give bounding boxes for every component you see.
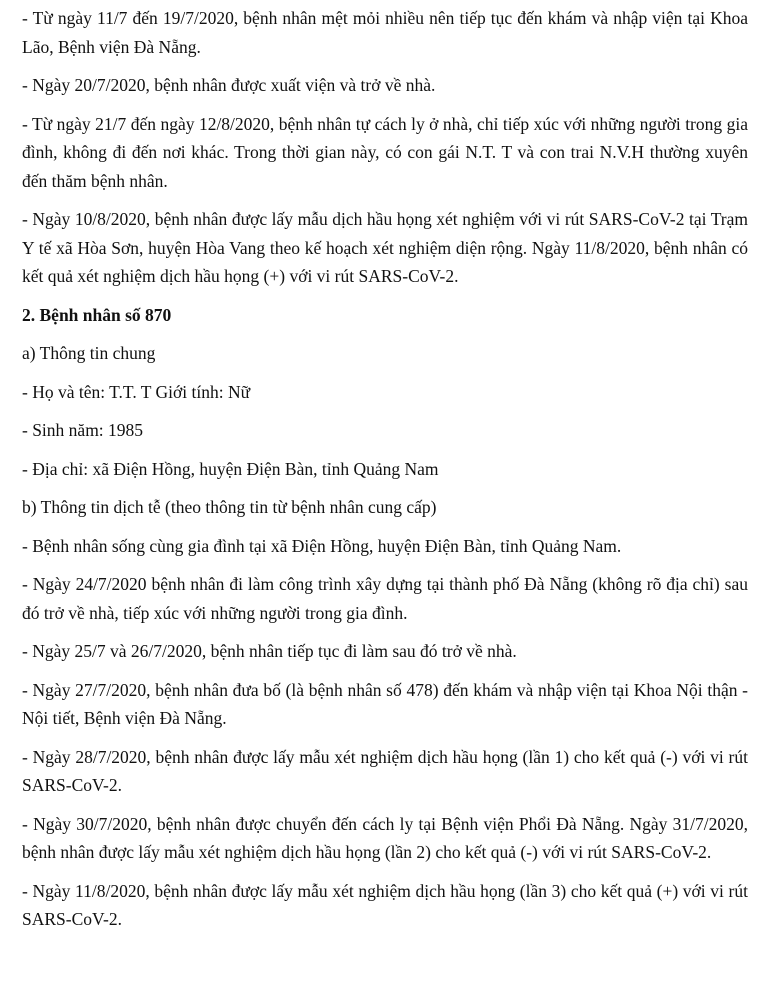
document-page — [22, 4, 748, 944]
epi-info-title: b) Thông tin dịch tễ (theo thông tin từ bệnh nhân cung cấp) — [22, 497, 437, 517]
paragraph-test-result: - Ngày 10/8/2020, bệnh nhân được lấy mẫu dịch hầu họng xét nghiệm với vi rút SARS-CoV-2 tại Trạm Y tế xã Hòa Sơn, huyện Hòa Vang theo kế hoạch xét nghiệm diện rộng. Ngày 11/8/2020, bệnh nhân có kết quả xét nghiệm dịch hầu họng (+) với vi rút SARS-CoV-2. — [22, 209, 748, 286]
epi-residence: - Bệnh nhân sống cùng gia đình tại xã Điện Hồng, huyện Điện Bàn, tỉnh Quảng Nam. — [22, 535, 622, 556]
epi-isolation-test-2: - Ngày 30/7/2020, bệnh nhân được chuyển đến cách ly tại Bệnh viện Phổi Đà Nẵng. Ngày 31/7/2020, bệnh nhân được lấy mẫu xét nghiệm dịch hầu họng (lần 2) cho kết quả (-) với vi rút SARS-CoV-2. — [22, 813, 748, 862]
section-heading-patient-870: 2. Bệnh nhân số 870 — [22, 304, 172, 325]
info-birth-year: - Sinh năm: 1985 — [22, 420, 144, 440]
epi-test-1: - Ngày 28/7/2020, bệnh nhân được lấy mẫu xét nghiệm dịch hầu họng (lần 1) cho kết quả (-) với vi rút SARS-CoV-2. — [22, 746, 748, 795]
epi-work-danang: - Ngày 24/7/2020 bệnh nhân đi làm công trình xây dựng tại thành phố Đà Nẵng (không rõ địa chỉ) sau đó trở về nhà, tiếp xúc với những người trong gia đình. — [22, 574, 748, 623]
epi-test-3: - Ngày 11/8/2020, bệnh nhân được lấy mẫu xét nghiệm dịch hầu họng (lần 3) cho kết quả (+) với vi rút SARS-CoV-2. — [22, 880, 748, 929]
info-address: - Địa chỉ: xã Điện Hồng, huyện Điện Bàn, tỉnh Quảng Nam — [22, 458, 439, 479]
general-info-title: a) Thông tin chung — [22, 343, 156, 363]
info-name-gender: - Họ và tên: T.T. T Giới tính: Nữ — [22, 381, 251, 402]
epi-father-admission: - Ngày 27/7/2020, bệnh nhân đưa bố (là bệnh nhân số 478) đến khám và nhập viện tại Khoa Nội thận - Nội tiết, Bệnh viện Đà Nẵng. — [22, 679, 748, 728]
paragraph-home-isolation: - Từ ngày 21/7 đến ngày 12/8/2020, bệnh nhân tự cách ly ở nhà, chỉ tiếp xúc với những người trong gia đình, không đi đến nơi khác. Trong thời gian này, có con gái N.T. T và con trai N.V.H thường xuyên đến thăm bệnh nhân. — [22, 113, 748, 191]
epi-continued-work: - Ngày 25/7 và 26/7/2020, bệnh nhân tiếp tục đi làm sau đó trở về nhà. — [22, 641, 517, 661]
paragraph-admission-geriatrics: - Từ ngày 11/7 đến 19/7/2020, bệnh nhân mệt mỏi nhiều nên tiếp tục đến khám và nhập viện tại Khoa Lão, Bệnh viện Đà Nẵng. — [22, 8, 748, 57]
paragraph-discharge: - Ngày 20/7/2020, bệnh nhân được xuất viện và trở về nhà. — [22, 75, 436, 95]
